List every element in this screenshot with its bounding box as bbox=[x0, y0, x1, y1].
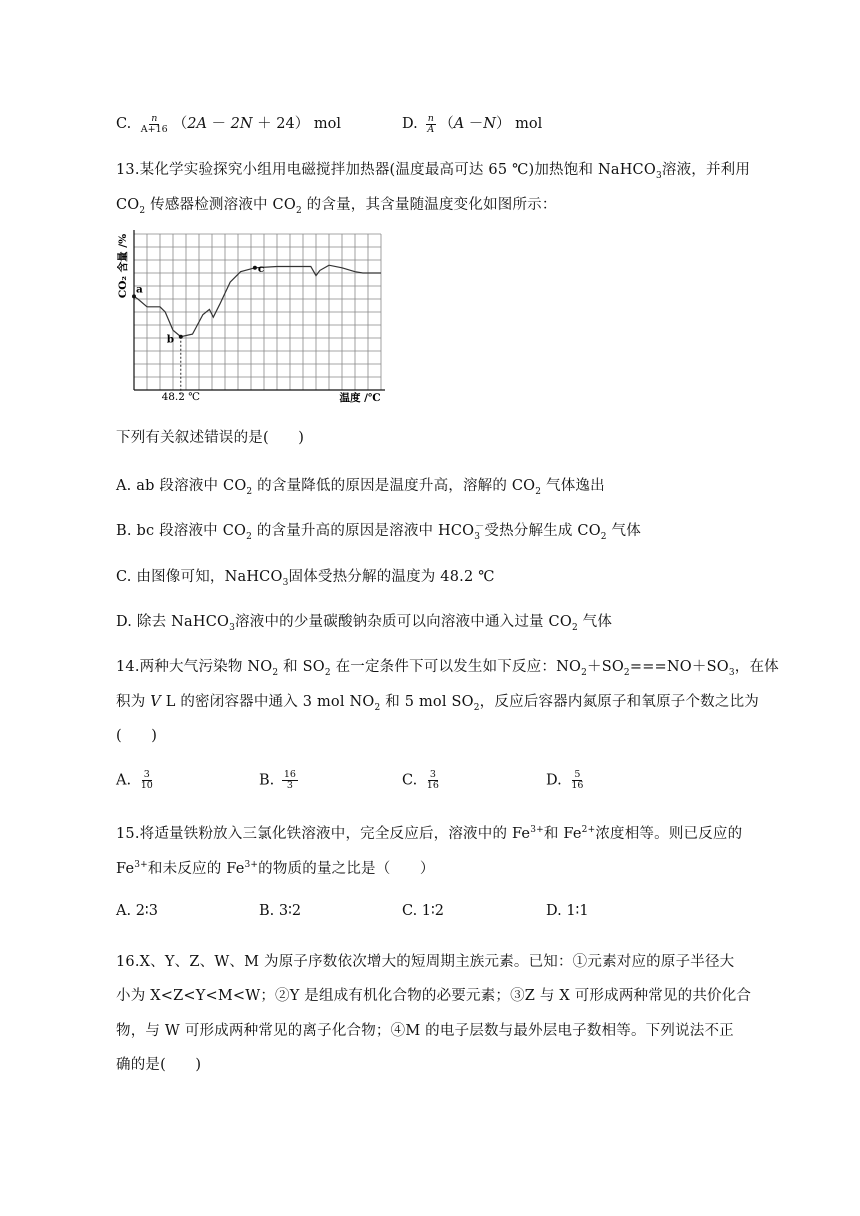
q13-stem-line-1: 13.某化学实验探究小组用电磁搅拌加热器(温度最高可达 65 ℃)加热饱和 NaHCO$_3$溶液，并利用 bbox=[116, 162, 751, 181]
co2-temperature-chart bbox=[112, 226, 392, 408]
q15-option-a: A. 2∶3 bbox=[116, 903, 158, 919]
q14-line-2: 积为 V L 的密闭容器中通入 3 mol $NO_2$ 和 5 mol $SO_2$，反应后容器内氮原子和氧原子个数之比为 bbox=[116, 694, 759, 713]
q14-line-1: 14.两种大气污染物 $NO_2$ 和 $SO_2$ 在一定条件下可以发生如下反应：$NO_2+SO_2===NO+SO_3$，在体 bbox=[116, 659, 779, 678]
point-c bbox=[253, 266, 257, 270]
q13-stem-line-2: $CO_2$ 传感器检测溶液中 $CO_2$ 的含量，其含量随温度变化如图所示： bbox=[116, 197, 557, 216]
fraction: $\frac{n}{A}$ bbox=[427, 112, 435, 135]
q13-option-d: D. 除去 NaHCO$_3$溶液中的少量碳酸钠杂质可以向溶液中通入过量 $CO_2$ 气体 bbox=[116, 614, 613, 633]
q16-line-1: 16.X、Y、Z、W、M 为原子序数依次增大的短周期主族元素。已知：①元素对应的原子半径大 bbox=[116, 954, 735, 970]
x-axis-label: 温度 /℃ bbox=[339, 392, 381, 404]
q15-line-2: $Fe^{3+}$和未反应的 $Fe^{3+}$的物质的量之比是（ ） bbox=[116, 860, 435, 877]
chart-axes bbox=[134, 230, 385, 390]
point-label-c: c bbox=[257, 262, 265, 275]
q13-question: 下列有关叙述错误的是( ) bbox=[116, 430, 305, 446]
q15-option-d: D. 1∶1 bbox=[546, 903, 589, 919]
q16-line-3: 物，与 W 可形成两种常见的离子化合物；④M 的电子层数与最外层电子数相等。下列说法不正 bbox=[116, 1023, 734, 1039]
q14-option-b: B. $\frac{16}{3}$ bbox=[259, 769, 296, 791]
q14-line-3: ( ) bbox=[116, 728, 158, 744]
q13-option-c: C. 由图像可知，NaHCO$_3$固体受热分解的温度为 48.2 ℃ bbox=[116, 569, 495, 588]
q16-line-2: 小为 X<Z<Y<M<W；②Y 是组成有机化合物的必要元素；③Z 与 X 可形成两种常见的共价化合 bbox=[116, 988, 752, 1004]
q15-option-b: B. 3∶2 bbox=[259, 903, 302, 919]
q12-option-d: D. $\frac{n}{A}$ （A －N） mol bbox=[402, 112, 543, 135]
q12-option-c: C. $\frac{n}{A+16}$ （2A － 2N ＋ 24） mol bbox=[116, 112, 341, 135]
chart-grid bbox=[134, 234, 381, 390]
q13-option-b: B. bc 段溶液中 $CO_2$ 的含量升高的原因是溶液中 $HCO_3^-$受热分解生成 $CO_2$ 气体 bbox=[116, 522, 641, 542]
x-marker-label: 48.2 ℃ bbox=[161, 391, 201, 403]
point-label-a: a bbox=[136, 283, 143, 296]
point-label-b: b bbox=[166, 333, 175, 346]
q13-option-a: A. ab 段溶液中 $CO_2$ 的含量降低的原因是温度升高，溶解的 $CO_2$ 气体逸出 bbox=[116, 478, 605, 497]
q15-option-c: C. 1∶2 bbox=[402, 903, 445, 919]
q14-option-d: D. $\frac{5}{16}$ bbox=[546, 769, 584, 791]
q14-option-c: C. $\frac{3}{16}$ bbox=[402, 769, 439, 791]
fraction: $\frac{n}{A+16}$ bbox=[140, 112, 168, 135]
series-line bbox=[134, 262, 381, 337]
q16-line-4: 确的是( ) bbox=[116, 1057, 202, 1073]
q14-option-a: A. $\frac{3}{10}$ bbox=[116, 769, 153, 791]
q15-line-1: 15.将适量铁粉放入三氯化铁溶液中，完全反应后，溶液中的 $Fe^{3+}$和 $Fe^{2+}$浓度相等。则已反应的 bbox=[116, 825, 743, 842]
y-axis-label: CO₂ 含量 /% bbox=[117, 233, 129, 299]
